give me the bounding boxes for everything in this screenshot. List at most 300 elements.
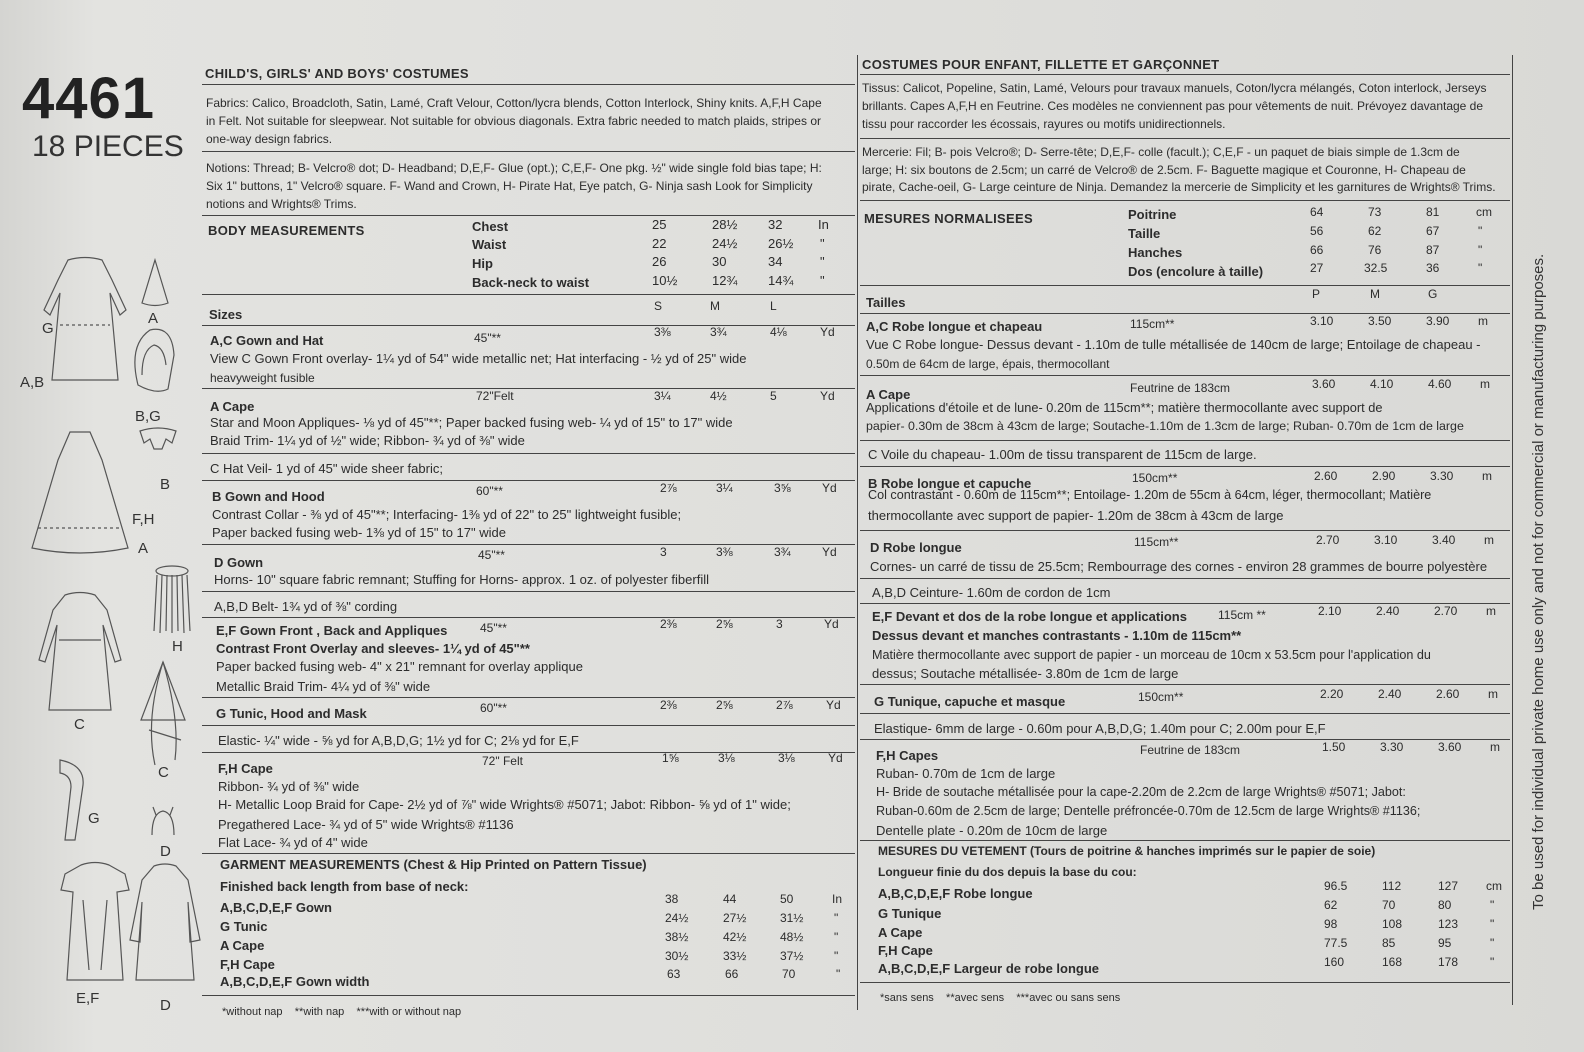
fig-label: A bbox=[138, 540, 149, 557]
item-unit: m bbox=[1490, 740, 1500, 754]
item-qty-g: 3.60 bbox=[1438, 740, 1462, 754]
item-title: G Tunic, Hood and Mask bbox=[216, 706, 367, 721]
garment-value: 95 bbox=[1438, 936, 1452, 950]
item-qty-m: 2.90 bbox=[1372, 469, 1396, 483]
item-title: F,H Cape bbox=[218, 761, 273, 776]
fig-label: C bbox=[158, 764, 169, 781]
rule bbox=[860, 466, 1510, 467]
garment-label: G Tunic bbox=[220, 919, 268, 934]
fig-label: A,B bbox=[20, 374, 45, 391]
en-fabrics-line: in Felt. Not suitable for sleepwear. Not suitable for obvious diagonals. Extra fabric needed to match plaids, stripes or bbox=[206, 114, 821, 128]
rule bbox=[860, 739, 1510, 740]
item-width: 150cm** bbox=[1132, 471, 1178, 485]
item-qty-m: 3.50 bbox=[1368, 314, 1392, 328]
item-detail: Matière thermocollante avec support de papier - un morceau de 10cm x 53.5cm pour l'application du bbox=[872, 648, 1431, 662]
en-footnote: *without nap **with nap ***with or without nap bbox=[222, 1006, 462, 1018]
garment-value: 30½ bbox=[665, 949, 689, 963]
item-qty-p: 2.60 bbox=[1314, 469, 1338, 483]
sash-outline bbox=[60, 760, 83, 840]
item-detail: H- Bride de soutache métallisée pour la cape-2.20m de 2.2cm de large Wrights® #5071; Jabot: bbox=[876, 785, 1406, 799]
piece-count: 18 PIECES bbox=[32, 130, 184, 163]
meas-value: 14¾ bbox=[768, 273, 794, 288]
item-detail: View C Gown Front overlay- 1¼ yd of 54" wide metallic net; Hat interfacing - ½ yd of 25" wide bbox=[210, 351, 747, 366]
fig-label: H bbox=[172, 638, 183, 655]
item-qty-s: 3⅜ bbox=[654, 325, 671, 339]
item-detail: Cornes- un carré de tissu de 25.5cm; Rembourrage des cornes - environ 28 grammes de bourre polyestère bbox=[870, 559, 1488, 574]
cape-illustration bbox=[30, 430, 130, 555]
meas-value: 30 bbox=[712, 254, 727, 269]
fr-sizes-label: Tailles bbox=[866, 295, 906, 310]
fringe-top bbox=[156, 566, 188, 576]
garment-value: 178 bbox=[1438, 955, 1459, 969]
gown-e-outline bbox=[61, 863, 129, 981]
pattern-number: 4461 bbox=[22, 66, 156, 131]
item-unit: Yd bbox=[820, 389, 835, 403]
rule bbox=[202, 151, 855, 152]
garment-value: 70 bbox=[782, 967, 796, 981]
item-unit: Yd bbox=[828, 751, 843, 765]
item-width: 45"** bbox=[478, 548, 505, 562]
rule bbox=[202, 388, 855, 389]
gown-d-illustration bbox=[128, 862, 203, 987]
headband-horns-illustration bbox=[148, 805, 178, 840]
hood-outline bbox=[135, 329, 174, 391]
fr-title: COSTUMES POUR ENFANT, FILLETTE ET GARÇONNET bbox=[862, 57, 1220, 72]
garment-value: 85 bbox=[1382, 936, 1396, 950]
meas-value: 34 bbox=[768, 254, 783, 269]
garment-unit: cm bbox=[1486, 879, 1502, 893]
meas-label: Chest bbox=[472, 219, 509, 234]
item-qty-l: 3¾ bbox=[774, 545, 791, 559]
item-title: D Gown bbox=[214, 555, 264, 570]
garment-value: 50 bbox=[780, 892, 794, 906]
fr-body-meas-title: MESURES NORMALISEES bbox=[864, 211, 1033, 226]
item-qty-m: 3.10 bbox=[1374, 533, 1398, 547]
garment-value: 48½ bbox=[780, 930, 804, 944]
fr-size-m: M bbox=[1370, 287, 1380, 301]
item-qty-g: 3.40 bbox=[1432, 533, 1456, 547]
item-width: 115cm** bbox=[1130, 317, 1175, 331]
garment-label: A,B,C,D,E,F Largeur de robe longue bbox=[878, 961, 1100, 976]
en-size-m: M bbox=[710, 299, 720, 313]
item-qty-m: 2.40 bbox=[1378, 687, 1402, 701]
meas-value: 56 bbox=[1310, 224, 1324, 238]
fr-fabrics-line: tissu pour raccorder les écossais, rayures ou motifs unidirectionnels. bbox=[862, 117, 1226, 131]
item-width: 60"** bbox=[480, 701, 507, 715]
fr-notions-line: large; H: six boutons de 2.5cm; un carré de Velcro® de 2.5cm. F- Baguette magique et Couronne, H- Chapeau de bbox=[862, 163, 1466, 177]
item-width: 45"** bbox=[474, 331, 501, 345]
item-detail: Contrast Collar - ⅜ yd of 45"**; Interfacing- 1⅜ yd of 22" to 25" lightweight fusible; bbox=[212, 507, 682, 522]
fig-label: C bbox=[74, 716, 85, 733]
rule bbox=[860, 375, 1510, 376]
item-qty-l: 4⅛ bbox=[770, 325, 787, 339]
item-qty-s: 2⅞ bbox=[660, 481, 677, 495]
garment-unit: " bbox=[1490, 898, 1495, 912]
meas-label: Hanches bbox=[1128, 245, 1183, 260]
rule bbox=[202, 591, 855, 592]
item-detail: Ruban-0.60m de 2.5cm de large; Dentelle préfroncée-0.70m de 12.5cm de large Wrights® #1136; bbox=[876, 804, 1421, 818]
item-detail: Contrast Front Overlay and sleeves- 1¼ yd of 45"** bbox=[216, 641, 530, 656]
item-width: Feutrine de 183cm bbox=[1140, 743, 1241, 757]
rule bbox=[202, 995, 855, 996]
fr-footnote: *sans sens **avec sens ***avec ou sans sens bbox=[880, 992, 1121, 1004]
item-detail: Flat Lace- ¾ yd of 4" wide bbox=[218, 835, 368, 850]
en-item-single: Elastic- ¼" wide - ⅝ yd for A,B,D,G; 1½ yd for C; 2⅛ yd for E,F bbox=[218, 733, 579, 748]
collar-illustration bbox=[138, 425, 178, 453]
item-detail: Braid Trim- 1¼ yd of ½" wide; Ribbon- ¾ yd of ⅜" wide bbox=[210, 433, 525, 448]
meas-value: 62 bbox=[1368, 224, 1382, 238]
garment-value: 168 bbox=[1382, 955, 1403, 969]
gown-g-outline bbox=[44, 258, 126, 381]
garment-value: 70 bbox=[1382, 898, 1396, 912]
item-qty-p: 3.10 bbox=[1310, 314, 1334, 328]
item-width: Feutrine de 183cm bbox=[1130, 381, 1231, 395]
item-title: F,H Capes bbox=[876, 748, 939, 763]
meas-unit: " bbox=[820, 273, 825, 288]
item-title: D Robe longue bbox=[870, 540, 962, 555]
item-qty-s: 1⅝ bbox=[662, 751, 679, 765]
fr-size-g: G bbox=[1428, 287, 1438, 301]
cape-outline bbox=[32, 432, 128, 553]
meas-value: 24½ bbox=[712, 236, 738, 251]
garment-value: 38 bbox=[665, 892, 679, 906]
item-qty-s: 2⅜ bbox=[660, 698, 677, 712]
meas-value: 12¾ bbox=[712, 273, 738, 288]
meas-unit: " bbox=[1478, 224, 1483, 238]
garment-unit: " bbox=[1490, 917, 1495, 931]
rule bbox=[202, 453, 855, 454]
fr-size-p: P bbox=[1312, 287, 1321, 301]
rule bbox=[860, 603, 1510, 604]
meas-value: 25 bbox=[652, 217, 667, 232]
rule bbox=[202, 853, 855, 854]
garment-label: A,B,C,D,E,F Robe longue bbox=[878, 886, 1033, 901]
garment-value: 108 bbox=[1382, 917, 1403, 931]
rule bbox=[860, 138, 1510, 139]
rule bbox=[202, 544, 855, 545]
meas-unit: " bbox=[1478, 243, 1483, 257]
en-notions-line: Notions: Thread; B- Velcro® dot; D- Headband; D,E,F- Glue (opt.); C,E,F- One pkg. ½" wide single fold bias tape; H: bbox=[206, 161, 822, 175]
item-detail: Ribbon- ¾ yd of ⅜" wide bbox=[218, 779, 360, 794]
en-sizes-label: Sizes bbox=[209, 307, 243, 322]
garment-unit: " bbox=[1490, 955, 1495, 969]
item-qty-m: 3⅛ bbox=[718, 751, 735, 765]
hat-illustration bbox=[140, 258, 170, 308]
en-size-s: S bbox=[654, 299, 663, 313]
collar-outline bbox=[140, 428, 176, 449]
item-detail: 0.50m de 64cm de large, épais, thermocollant bbox=[866, 357, 1110, 371]
item-unit: Yd bbox=[824, 617, 839, 631]
meas-value: 64 bbox=[1310, 205, 1324, 219]
item-unit: m bbox=[1486, 604, 1496, 618]
rule bbox=[202, 294, 855, 295]
fr-garment-sub: Longueur finie du dos depuis la base du cou: bbox=[878, 865, 1137, 879]
fr-fabrics-line: brillants. Capes A,F,H en Feutrine. Ces modèles ne conviennent pas pour vêtements de nuit. Prévoyez davantage de bbox=[862, 99, 1484, 113]
garment-value: 63 bbox=[667, 967, 681, 981]
meas-value: 36 bbox=[1426, 261, 1440, 275]
rule bbox=[860, 578, 1510, 579]
en-body-meas-title: BODY MEASUREMENTS bbox=[208, 223, 365, 238]
meas-value: 26 bbox=[652, 254, 667, 269]
item-detail: heavyweight fusible bbox=[210, 371, 315, 385]
en-garment-sub: Finished back length from base of neck: bbox=[220, 879, 469, 894]
usage-disclaimer: To be used for individual private home use only and not for commercial or manufacturing purposes. bbox=[1530, 253, 1547, 910]
en-item-single: C Hat Veil- 1 yd of 45" wide sheer fabric; bbox=[210, 461, 443, 476]
hood-illustration bbox=[128, 325, 176, 395]
item-qty-m: 3¼ bbox=[716, 481, 733, 495]
item-unit: m bbox=[1484, 533, 1494, 547]
item-qty-m: 3.30 bbox=[1380, 740, 1404, 754]
item-qty-s: 3¼ bbox=[654, 389, 671, 403]
meas-value: 81 bbox=[1426, 205, 1440, 219]
rule bbox=[860, 982, 1510, 983]
meas-value: 66 bbox=[1310, 243, 1324, 257]
item-detail: papier- 0.30m de 38cm à 43cm de large; Soutache-1.10m de 1.3cm de large; Ruban- 0.70m de 1cm de large bbox=[866, 419, 1464, 433]
hat-cone bbox=[142, 260, 168, 306]
item-qty-p: 2.20 bbox=[1320, 687, 1344, 701]
garment-value: 38½ bbox=[665, 930, 689, 944]
item-detail: Star and Moon Appliques- ⅛ yd of 45"**; Paper backed fusing web- ¼ yd of 15" to 17" wide bbox=[210, 415, 733, 430]
en-title: CHILD'S, GIRLS' AND BOYS' COSTUMES bbox=[205, 66, 469, 81]
fr-fabrics-line: Tissus: Calicot, Popeline, Satin, Lamé, Velours pour travaux manuels, Coton/lycra mélangés, Coton interlock, Jerseys bbox=[862, 81, 1487, 95]
garment-label: F,H Cape bbox=[220, 957, 275, 972]
item-width: 150cm** bbox=[1138, 690, 1184, 704]
meas-value: 10½ bbox=[652, 273, 678, 288]
item-detail: Pregathered Lace- ¾ yd of 5" wide Wrights® #1136 bbox=[218, 817, 514, 832]
meas-value: 87 bbox=[1426, 243, 1440, 257]
veil-hat-illustration bbox=[135, 660, 190, 770]
fig-label: D bbox=[160, 843, 171, 860]
en-size-l: L bbox=[770, 299, 777, 313]
side-rule bbox=[1512, 55, 1513, 1005]
item-unit: Yd bbox=[826, 698, 841, 712]
garment-unit: " bbox=[834, 930, 839, 944]
garment-value: 24½ bbox=[665, 911, 689, 925]
fr-garment-title: MESURES DU VETEMENT (Tours de poitrine & hanches imprimés sur le papier de soie) bbox=[878, 844, 1376, 858]
rule bbox=[860, 713, 1510, 714]
item-detail: Dentelle plate - 0.20m de 10cm de large bbox=[876, 823, 1108, 838]
item-detail: dessus; Soutache métallisée- 3.80m de 1cm de large bbox=[872, 666, 1179, 681]
item-detail: Paper backed fusing web- 1⅜ yd of 15" to 17" wide bbox=[212, 525, 506, 540]
item-qty-m: 2⅝ bbox=[716, 698, 733, 712]
garment-value: 44 bbox=[723, 892, 737, 906]
rule bbox=[860, 530, 1510, 531]
rule bbox=[860, 74, 1510, 75]
garment-value: 37½ bbox=[780, 949, 804, 963]
garment-value: 31½ bbox=[780, 911, 804, 925]
item-unit: m bbox=[1478, 314, 1488, 328]
garment-value: 112 bbox=[1382, 879, 1402, 893]
garment-label: A Cape bbox=[878, 925, 923, 940]
item-unit: Yd bbox=[820, 325, 835, 339]
garment-value: 127 bbox=[1438, 879, 1459, 893]
meas-label: Back-neck to waist bbox=[472, 275, 590, 290]
meas-label: Poitrine bbox=[1128, 207, 1177, 222]
item-detail: thermocollante avec support de papier- 1.20m de 38cm à 43cm de large bbox=[868, 508, 1284, 523]
meas-unit: " bbox=[820, 236, 825, 251]
meas-label: Taille bbox=[1128, 226, 1161, 241]
meas-value: 26½ bbox=[768, 236, 794, 251]
garment-value: 98 bbox=[1324, 917, 1338, 931]
item-qty-l: 3⅛ bbox=[778, 751, 795, 765]
item-qty-m: 2.40 bbox=[1376, 604, 1400, 618]
meas-label: Hip bbox=[472, 256, 493, 271]
rule bbox=[202, 84, 855, 85]
garment-label: A,B,C,D,E,F Gown bbox=[220, 900, 332, 915]
en-notions-line: notions and Wrights® Trims. bbox=[206, 197, 357, 211]
item-qty-g: 2.70 bbox=[1434, 604, 1458, 618]
fringe-cape-illustration bbox=[152, 565, 192, 635]
item-qty-m: 3⅜ bbox=[716, 545, 733, 559]
item-qty-s: 3 bbox=[660, 545, 667, 559]
item-title: E,F Devant et dos de la robe longue et applications bbox=[872, 609, 1187, 624]
garment-label: G Tunique bbox=[878, 906, 942, 921]
garment-value: 80 bbox=[1438, 898, 1452, 912]
garment-value: 27½ bbox=[723, 911, 747, 925]
item-unit: m bbox=[1480, 377, 1490, 391]
en-item-single: A,B,D Belt- 1¾ yd of ⅜" cording bbox=[214, 599, 398, 614]
item-qty-g: 2.60 bbox=[1436, 687, 1460, 701]
meas-value: 22 bbox=[652, 236, 667, 251]
fig-label: B bbox=[160, 476, 171, 493]
meas-value: 32.5 bbox=[1364, 261, 1388, 275]
item-qty-l: 3⅝ bbox=[774, 481, 791, 495]
fig-label: G bbox=[88, 810, 100, 827]
meas-value: 73 bbox=[1368, 205, 1382, 219]
item-qty-p: 1.50 bbox=[1322, 740, 1346, 754]
gown-e-illustration bbox=[55, 860, 135, 985]
item-detail: Col contrastant - 0.60m de 115cm**; Entoilage- 1.20m de 55cm à 64cm, léger, thermocollant; Matière bbox=[868, 488, 1432, 502]
item-unit: Yd bbox=[822, 545, 837, 559]
meas-value: 67 bbox=[1426, 224, 1440, 238]
item-title: A,C Gown and Hat bbox=[210, 333, 324, 348]
item-unit: Yd bbox=[822, 481, 837, 495]
rule bbox=[860, 840, 1510, 841]
garment-label: A Cape bbox=[220, 938, 265, 953]
item-detail: Paper backed fusing web- 4" x 21" remnant for overlay applique bbox=[216, 659, 583, 674]
meas-unit: " bbox=[1478, 261, 1483, 275]
en-garment-title: GARMENT MEASUREMENTS (Chest & Hip Printed on Pattern Tissue) bbox=[220, 857, 647, 872]
garment-unit: " bbox=[834, 911, 839, 925]
item-qty-l: 3 bbox=[776, 617, 783, 631]
column-divider bbox=[857, 55, 858, 1010]
item-qty-p: 2.10 bbox=[1318, 604, 1342, 618]
garment-unit: " bbox=[1490, 936, 1495, 950]
rule bbox=[860, 313, 1510, 314]
garment-label: A,B,C,D,E,F Gown width bbox=[220, 974, 370, 989]
item-qty-s: 2⅜ bbox=[660, 617, 677, 631]
item-width: 72" Felt bbox=[482, 754, 523, 768]
meas-unit: cm bbox=[1476, 205, 1492, 219]
item-unit: m bbox=[1482, 469, 1492, 483]
fr-item-single: C Voile du chapeau- 1.00m de tissu transparent de 115cm de large. bbox=[868, 447, 1257, 462]
fig-label: B,G bbox=[135, 408, 161, 425]
item-detail: Applications d'étoile et de lune- 0.20m de 115cm**; matière thermocollante avec support de bbox=[866, 400, 1383, 415]
fig-label: A bbox=[148, 310, 159, 327]
rule bbox=[202, 480, 855, 481]
item-width: 72"Felt bbox=[476, 389, 514, 403]
gown-c-outline bbox=[39, 593, 121, 711]
item-width: 45"** bbox=[480, 621, 507, 635]
fr-notions-line: Mercerie: Fil; B- pois Velcro®; D- Serre-tête; D,E,F- colle (facult.); C,E,F - un paquet de biais simple de 1.3cm de bbox=[862, 145, 1460, 159]
item-qty-g: 4.60 bbox=[1428, 377, 1452, 391]
item-detail: Dessus devant et manches contrastants - 1.10m de 115cm** bbox=[872, 628, 1242, 643]
item-qty-p: 2.70 bbox=[1316, 533, 1340, 547]
item-detail: Horns- 10" square fabric remnant; Stuffing for Horns- approx. 1 oz. of polyester fiberfill bbox=[214, 572, 709, 587]
garment-label: F,H Cape bbox=[878, 943, 933, 958]
rule bbox=[860, 684, 1510, 685]
meas-value: 32 bbox=[768, 217, 783, 232]
item-width: 60"** bbox=[476, 484, 503, 498]
item-width: 115cm ** bbox=[1218, 608, 1266, 622]
gown-c-illustration bbox=[35, 590, 125, 715]
fig-label: G bbox=[42, 320, 54, 337]
meas-label: Dos (encolure à taille) bbox=[1128, 264, 1264, 279]
garment-value: 77.5 bbox=[1324, 936, 1348, 950]
garment-value: 33½ bbox=[723, 949, 747, 963]
garment-value: 42½ bbox=[723, 930, 747, 944]
garment-value: 96.5 bbox=[1324, 879, 1348, 893]
item-qty-l: 2⅞ bbox=[776, 698, 793, 712]
meas-value: 76 bbox=[1368, 243, 1382, 257]
item-title: A Cape bbox=[210, 399, 255, 414]
item-title: A Cape bbox=[866, 387, 911, 402]
meas-unit: In bbox=[818, 217, 829, 232]
rule bbox=[202, 725, 855, 726]
item-qty-m: 4.10 bbox=[1370, 377, 1394, 391]
item-width: 115cm** bbox=[1134, 535, 1179, 549]
rule bbox=[202, 325, 855, 326]
garment-value: 160 bbox=[1324, 955, 1345, 969]
garment-value: 66 bbox=[725, 967, 739, 981]
item-qty-m: 3¾ bbox=[710, 325, 727, 339]
rule bbox=[202, 215, 855, 216]
item-qty-l: 5 bbox=[770, 389, 777, 403]
en-fabrics-line: one-way design fabrics. bbox=[206, 132, 333, 146]
meas-label: Waist bbox=[472, 237, 507, 252]
rule bbox=[860, 200, 1510, 201]
item-qty-p: 3.60 bbox=[1312, 377, 1336, 391]
item-title: E,F Gown Front , Back and Appliques bbox=[216, 623, 448, 638]
veil-cone bbox=[141, 662, 185, 720]
item-qty-g: 3.30 bbox=[1430, 469, 1454, 483]
meas-unit: " bbox=[820, 254, 825, 269]
horns-outline bbox=[152, 807, 174, 835]
item-unit: m bbox=[1488, 687, 1498, 701]
item-qty-m: 2⅝ bbox=[716, 617, 733, 631]
item-detail: Vue C Robe longue- Dessus devant - 1.10m de tulle métallisée de 140cm de large; Entoilage de chapeau - bbox=[866, 337, 1481, 352]
item-title: B Gown and Hood bbox=[212, 489, 325, 504]
item-qty-m: 4½ bbox=[710, 389, 727, 403]
item-detail: H- Metallic Loop Braid for Cape- 2½ yd of ⅞" wide Wrights® #5071; Jabot: Ribbon- ⅝ yd of 1" wide; bbox=[218, 797, 791, 812]
fig-label: D bbox=[160, 997, 171, 1014]
en-fabrics-line: Fabrics: Calico, Broadcloth, Satin, Lamé, Craft Velour, Cotton/lycra blends, Cotton Interlock, Shiny knits. A,F,H Cape bbox=[206, 96, 822, 110]
meas-value: 28½ bbox=[712, 217, 738, 232]
garment-unit: " bbox=[834, 949, 839, 963]
rule bbox=[202, 752, 855, 753]
garment-value: 123 bbox=[1438, 917, 1459, 931]
en-notions-line: Six 1" buttons, 1" Velcro® square. F- Wand and Crown, H- Pirate Hat, Eye patch, G- Ninja sash Look for Simplicity bbox=[206, 179, 813, 193]
fr-item-single: Elastique- 6mm de large - 0.60m pour A,B,D,G; 1.40m pour C; 2.00m pour E,F bbox=[874, 721, 1326, 736]
rule bbox=[860, 440, 1510, 441]
garment-unit: In bbox=[832, 892, 843, 906]
garment-unit: " bbox=[836, 967, 841, 981]
item-title: B Robe longue et capuche bbox=[868, 476, 1032, 491]
item-title: G Tunique, capuche et masque bbox=[874, 694, 1066, 709]
gown-d-outline bbox=[130, 864, 200, 980]
item-title: A,C Robe longue et chapeau bbox=[866, 319, 1043, 334]
sash-illustration bbox=[55, 755, 90, 845]
